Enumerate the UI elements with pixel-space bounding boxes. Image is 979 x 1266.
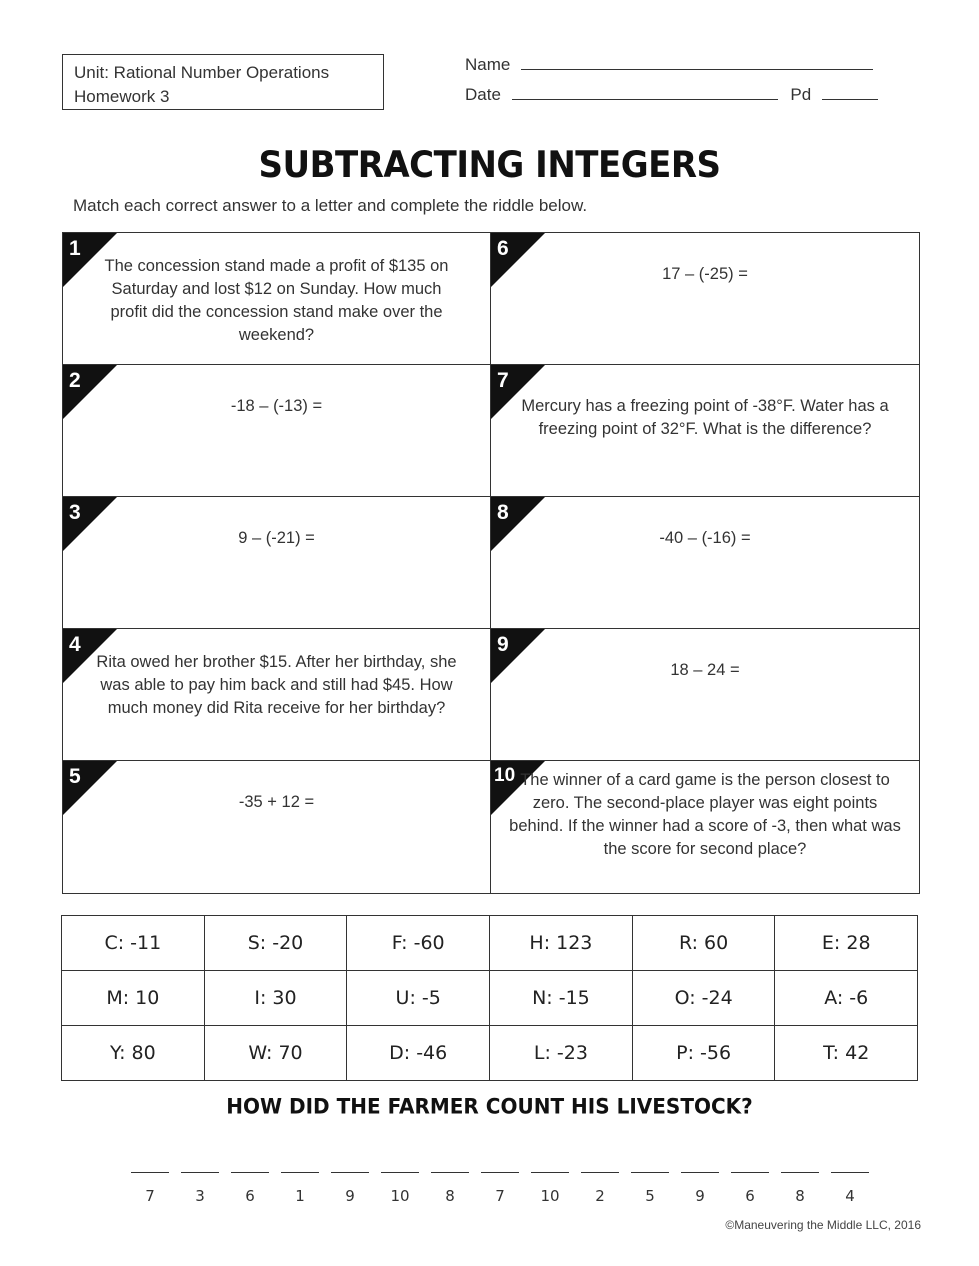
letter-key-cell: C: -11 <box>62 916 205 971</box>
answer-slot[interactable] <box>830 1162 870 1205</box>
problem-number: 7 <box>497 369 509 392</box>
unit-box <box>62 54 384 110</box>
problem-number: 6 <box>497 237 509 260</box>
answer-blank[interactable] <box>831 1162 869 1173</box>
date-label: Date <box>465 85 501 104</box>
problem-cell <box>63 233 491 365</box>
answer-blank[interactable] <box>731 1162 769 1173</box>
problem-cell <box>63 365 491 497</box>
problem-cell <box>63 497 491 629</box>
letter-key-cell: M: 10 <box>62 971 205 1026</box>
problem-text: Mercury has a freezing point of -38°F. Water has a freezing point of 32°F. What is the difference? <box>521 397 889 438</box>
problem-text: The concession stand made a profit of $135 on Saturday and lost $12 on Sunday. How much profit did the concession stand make over the weekend? <box>104 257 449 344</box>
problem-text: 17 – (-25) = <box>662 265 748 283</box>
slot-number: 6 <box>745 1187 755 1205</box>
answer-slot[interactable] <box>630 1162 670 1205</box>
letter-key-cell: F: -60 <box>347 916 490 971</box>
slot-number: 7 <box>495 1187 505 1205</box>
problem-text: 18 – 24 = <box>670 661 740 679</box>
name-label: Name <box>465 55 511 74</box>
problem-number: 4 <box>69 633 81 656</box>
answer-slot[interactable] <box>230 1162 270 1205</box>
answer-slot[interactable] <box>330 1162 370 1205</box>
answer-blank[interactable] <box>481 1162 519 1173</box>
letter-key-cell: A: -6 <box>775 971 918 1026</box>
answer-slot[interactable] <box>380 1162 420 1205</box>
slot-number: 2 <box>595 1187 605 1205</box>
problem-number: 2 <box>69 369 81 392</box>
letter-key-cell: D: -46 <box>347 1026 490 1081</box>
problem-text: -40 – (-16) = <box>659 529 751 547</box>
letter-key-cell: O: -24 <box>632 971 775 1026</box>
answer-blank[interactable] <box>781 1162 819 1173</box>
answer-slot[interactable] <box>680 1162 720 1205</box>
answer-blank[interactable] <box>681 1162 719 1173</box>
riddle-question: HOW DID THE FARMER COUNT HIS LIVESTOCK? <box>226 1093 753 1119</box>
answer-slot[interactable] <box>430 1162 470 1205</box>
problem-cell <box>491 365 919 497</box>
answer-slot[interactable] <box>730 1162 770 1205</box>
problem-text: -18 – (-13) = <box>230 397 323 415</box>
answer-slot[interactable] <box>130 1162 170 1205</box>
problem-text: 9 – (-21) = <box>238 529 315 547</box>
letter-key-cell: I: 30 <box>204 971 347 1026</box>
pd-field[interactable] <box>822 83 878 100</box>
letter-key-cell: T: 42 <box>775 1026 918 1081</box>
homework-label: Homework 3 <box>74 87 170 106</box>
answer-slot[interactable] <box>480 1162 520 1205</box>
letter-key-cell: L: -23 <box>490 1026 633 1081</box>
slot-number: 10 <box>390 1187 410 1205</box>
answer-slot[interactable] <box>180 1162 220 1205</box>
answer-blank[interactable] <box>131 1162 169 1173</box>
name-field[interactable] <box>521 53 873 70</box>
problem-number: 3 <box>69 501 81 524</box>
letter-key-cell: S: -20 <box>204 916 347 971</box>
slot-number: 4 <box>845 1187 855 1205</box>
problem-grid <box>62 232 920 894</box>
slot-number: 8 <box>445 1187 455 1205</box>
letter-key-cell: W: 70 <box>204 1026 347 1081</box>
answer-slot[interactable] <box>530 1162 570 1205</box>
problem-cell <box>63 761 491 893</box>
answer-blank[interactable] <box>531 1162 569 1173</box>
slot-number: 8 <box>795 1187 805 1205</box>
instructions: Match each correct answer to a letter and complete the riddle below. <box>73 196 588 215</box>
letter-key-cell: R: 60 <box>632 916 775 971</box>
problem-text: The winner of a card game is the person closest to zero. The second-place player was eight points behind. If the winner had a score of -3, then what was the score for second place? <box>509 771 901 858</box>
letter-key-cell: U: -5 <box>347 971 490 1026</box>
problem-number: 10 <box>494 765 516 786</box>
date-line <box>465 83 878 105</box>
problem-cell <box>63 629 491 761</box>
page-title: SUBTRACTING INTEGERS <box>258 143 721 187</box>
answer-blank[interactable] <box>381 1162 419 1173</box>
date-field[interactable] <box>512 83 778 100</box>
answer-slot[interactable] <box>580 1162 620 1205</box>
table-row <box>62 1026 918 1081</box>
slot-number: 1 <box>295 1187 305 1205</box>
problem-cell <box>491 761 919 893</box>
letter-key-table <box>61 915 918 1081</box>
problem-cell <box>491 233 919 365</box>
letter-key-cell: E: 28 <box>775 916 918 971</box>
answer-slot[interactable] <box>780 1162 820 1205</box>
slot-number: 9 <box>345 1187 355 1205</box>
slot-number: 9 <box>695 1187 705 1205</box>
letter-key-cell: H: 123 <box>490 916 633 971</box>
problem-text: Rita owed her brother $15. After her birthday, she was able to pay him back and still had $45. How much money did Rita receive for her birthday? <box>96 653 457 717</box>
answer-blank[interactable] <box>631 1162 669 1173</box>
name-line <box>465 53 873 75</box>
answer-blank[interactable] <box>231 1162 269 1173</box>
slot-number: 6 <box>245 1187 255 1205</box>
letter-key-cell: Y: 80 <box>62 1026 205 1081</box>
copyright-notice: ©Maneuvering the Middle LLC, 2016 <box>725 1218 921 1232</box>
slot-number: 3 <box>195 1187 205 1205</box>
letter-key-cell: P: -56 <box>632 1026 775 1081</box>
answer-slot[interactable] <box>280 1162 320 1205</box>
problem-number: 5 <box>69 765 81 788</box>
answer-blank[interactable] <box>181 1162 219 1173</box>
answer-blank[interactable] <box>281 1162 319 1173</box>
unit-label: Unit: Rational Number Operations <box>74 63 330 82</box>
answer-blank[interactable] <box>431 1162 469 1173</box>
answer-blank[interactable] <box>331 1162 369 1173</box>
problem-cell <box>491 629 919 761</box>
problem-number: 1 <box>69 237 81 260</box>
table-row <box>62 916 918 971</box>
answer-blank[interactable] <box>581 1162 619 1173</box>
slot-number: 7 <box>145 1187 155 1205</box>
problem-text: -35 + 12 = <box>238 793 315 811</box>
problem-number: 9 <box>497 633 509 656</box>
slot-number: 10 <box>540 1187 560 1205</box>
letter-key-cell: N: -15 <box>490 971 633 1026</box>
pd-label: Pd <box>790 85 812 104</box>
problem-number: 8 <box>497 501 509 524</box>
table-row <box>62 971 918 1026</box>
slot-number: 5 <box>645 1187 655 1205</box>
problem-cell <box>491 497 919 629</box>
